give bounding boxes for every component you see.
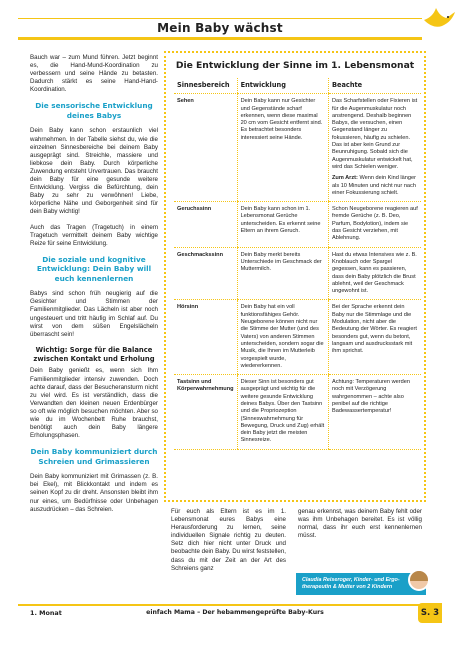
author-line-2: therapeutin & Mutter von 2 Kindern xyxy=(302,584,393,590)
note-text: Das Scharfstellen oder Fixieren ist für die Augenmuskulatur noch anstrengend. Deshalb beginnen Babys, die versuchen, einen Gegenstand länger zu fokussieren, häufig zu schielen. Das ist aber kein Grund zur Beunruhigung. Sobald sich die Augenmuskulatur entwickelt hat, wird das Schielen weniger. xyxy=(331,98,418,170)
table-row xyxy=(174,247,421,300)
author-line-1: Claudia Reiseroger, Kinder- und Ergo- xyxy=(302,577,400,583)
section-text-sensory: Dein Baby kann schon erstaunlich viel wahrnehmen. In der Tabelle siehst du, wie die einzelnen Sinnesbereiche bei deinem Baby ausgeprägt sind. Streichle, massiere und liebkose dein Baby. Durch körperliche Zuwendung entsteht Urvertrauen. Das braucht dein Baby für eine gesunde weitere Entwicklung. Vergiss die Befürchtung, dein Baby zu sehr zu verwöhnen! Liebe, körperliche Nähe und Geborgenheit sind für dein Baby wichtig! xyxy=(30,127,158,216)
development-cell: Dein Baby merkt bereits Unterschiede im Geschmack der Muttermilch. xyxy=(237,247,328,300)
sense-cell: Geruchssinn xyxy=(174,202,237,247)
intro-text: Bauch war – zum Mund führen. Jetzt beginnt es, die Hand-Mund-Koordination zu verbessern und seine Hände zu betasten. Dadurch stärkt es seine Hand-Hand-Koordination. xyxy=(30,54,158,94)
section-text-sensory-2: Auch das Tragen (Tragetuch) in einem Tragetuch vermittelt deinem Baby wichtige Reize für seine Entwicklung. xyxy=(30,223,158,247)
table-title: Die Entwicklung der Sinne im 1. Lebensmonat xyxy=(175,60,415,71)
doctor-note-label: Zum Arzt: xyxy=(331,175,358,182)
bottom-text-left: Für euch als Eltern ist es im 1. Lebensmonat eures Babys eine Herausforderung zu lernen, seine individuellen Signale richtig zu deuten. Setz dich hier nicht unter Druck und beobachte dein Baby. Du wirst feststellen, dass du mit der Zeit an der Art des Schreiens ganz xyxy=(171,508,286,572)
note-cell xyxy=(328,94,421,202)
note-cell: Hast du etwas Intensives wie z. B. Knoblauch oder Spargel gegessen, kann es passieren, dass dein Baby plötzlich die Brust ablehnt, weil der Geschmack ungewohnt ist. xyxy=(328,247,421,300)
table-row xyxy=(174,300,421,375)
author-badge xyxy=(296,573,426,595)
section-heading-social: Die soziale und kognitive Entwicklung: Dein Baby will euch kennenlernen xyxy=(36,254,152,283)
section-text-social: Babys sind schon früh neugierig auf die Gesichter und Stimmen der Familienmitglieder. Das Lächeln ist aber noch ungesteuert und tritt häufig im Schlaf auf. Du wirst von dem süßen Engelslächeln überrascht sein! xyxy=(30,290,158,338)
footer-month: 1. Monat xyxy=(30,609,62,617)
table-header-row xyxy=(174,78,421,94)
sense-cell: Hörsinn xyxy=(174,300,237,375)
avatar xyxy=(408,569,430,591)
table-row xyxy=(174,375,421,450)
footer-divider xyxy=(18,604,422,606)
sense-cell: Sehen xyxy=(174,94,237,202)
sense-cell: Tastsinn und Körperwahrnehmung xyxy=(174,375,237,450)
note-cell: Bei der Sprache erkennt dein Baby nur die Stimmlage und die Modulation, nicht aber die Bedeutung der Wörter. Es reagiert besonders gut, wenn du betont, langsam und ausdrucksstark mit ihm sprichst. xyxy=(328,300,421,375)
development-cell: Dein Baby kann nur Gesichter und Gegenstände scharf erkennen, wenn diese maximal 20 cm vom Gesicht entfernt sind. Es betrachtet besonders interessiert seine Hände. xyxy=(237,94,328,202)
section-heading-communication: Dein Baby kommuniziert durch Schreien und Grimassieren xyxy=(30,447,158,466)
table-row xyxy=(174,94,421,202)
left-column xyxy=(30,54,158,521)
table-header: Sinnesbereich xyxy=(174,78,237,94)
sense-cell: Geschmackssinn xyxy=(174,247,237,300)
subheading-balance: Wichtig: Sorge für die Balance zwischen Kontakt und Erholung xyxy=(33,345,155,363)
note-cell: Achtung: Temperaturen werden noch mit Verzögerung wahrgenommen – achte also penibel auf die richtige Badewassertemperatur! xyxy=(328,375,421,450)
section-text-communication: Dein Baby kommuniziert mit Grimassen (z. B. bei Ekel), mit Blickkontakt und indem es seinen Kopf zu dir dreht. Ansonsten bleibt ihm nur eines, um Bedürfnisse oder Unbehagen auszudrücken – das Schreien. xyxy=(30,473,158,513)
page-header xyxy=(18,18,422,40)
bird-icon xyxy=(422,4,456,34)
development-cell: Dein Baby kann schon im 1. Lebensmonat Gerüche unterscheiden. Es erkennt seine Eltern an ihrem Geruch. xyxy=(237,202,328,247)
bottom-text-right: genau erkennst, was deinem Baby fehlt oder was ihm Unbehagen bereitet. Es ist völlig normal, dass ihr euch erst kennenlernen müsst. xyxy=(298,508,422,540)
senses-table-box xyxy=(164,51,426,502)
table-row xyxy=(174,202,421,247)
footer-course-title: einfach Mama – Der hebammengeprüfte Baby-Kurs xyxy=(146,609,324,616)
development-cell: Dieser Sinn ist besonders gut ausgeprägt und wichtig für die weitere gesunde Entwicklung deines Babys. Über den Tastsinn und die Propriozeption (Sinneswahrnehmung für Bewegung, Druck und Zug) erhält dein Baby jetzt die meisten Sinnesreize. xyxy=(237,375,328,450)
section-heading-sensory: Die sensorische Entwicklung deines Babys xyxy=(35,101,153,120)
doctor-note xyxy=(332,175,418,197)
doctor-note-text: Wenn dein Kind länger als 10 Minuten und nicht nur nach einer Fokussierung schielt. xyxy=(331,175,416,196)
senses-table xyxy=(174,78,421,450)
page-title: Mein Baby wächst xyxy=(157,21,283,35)
note-cell: Schon Neugeborene reagieren auf fremde Gerüche (z. B. Deo, Parfum, Bodylotion), indem sie das Gesicht verziehen, mit Ablehnung. xyxy=(328,202,421,247)
development-cell: Dein Baby hat ein voll funktionsfähiges Gehör. Neugeborene können nicht nur die Stimme der Mutter (und des Vaters) von anderen Stimmen unterscheiden, sondern sogar die Musik, die Ihnen im Mutterleib vorgespielt wurde, wiedererkennen. xyxy=(237,300,328,375)
page-number-badge: S. 3 xyxy=(418,603,442,623)
table-header: Beachte xyxy=(328,78,421,94)
subheading-text-balance: Dein Baby genießt es, wenn sich Ihm Familienmitglieder intensiv zuwenden. Doch achte darauf, dass der Besucheransturm nicht zu viel wird. Es ist verständlich, dass die Verwandten den kleinen neuen Erdenbürger so oft wie möglich besuchen möchten. Aber so wie du im Wochenbett Ruhe brauchst, benötigt auch dein Baby längere Erholungsphasen. xyxy=(30,367,158,440)
table-header: Entwicklung xyxy=(237,78,328,94)
